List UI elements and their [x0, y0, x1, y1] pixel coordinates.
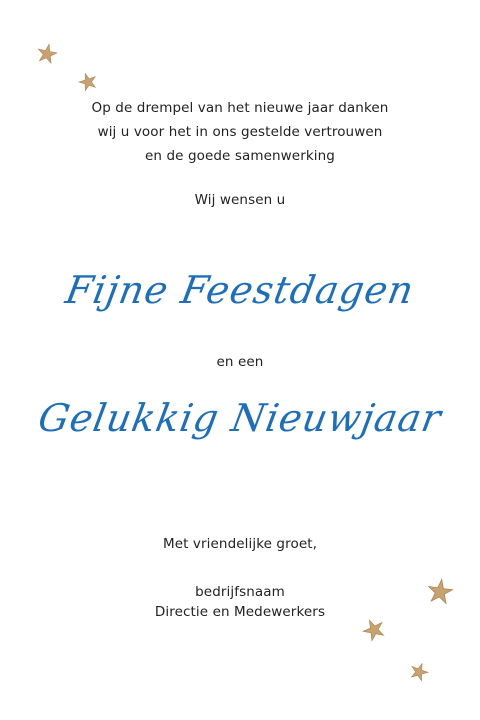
- closing-line: Met vriendelijke groet,: [162, 536, 318, 552]
- starfish-icon: [409, 662, 429, 682]
- starfish-icon: [78, 72, 98, 92]
- company-name: bedrijfsnaam: [195, 584, 285, 600]
- intro-line-1: Op de drempel van het nieuwe jaar danken: [91, 100, 389, 116]
- wish-line: Wij wensen u: [194, 192, 286, 208]
- starfish-icon: [36, 43, 58, 65]
- headline-fijne-feestdagen: Fijne Feestdagen: [62, 268, 418, 312]
- intro-line-3: en de goede samenwerking: [145, 148, 335, 164]
- team-name: Directie en Medewerkers: [154, 604, 326, 620]
- intro-line-2: wij u voor het in ons gestelde vertrouwen: [97, 124, 383, 140]
- headline-gelukkig-nieuwjaar: Gelukkig Nieuwjaar: [34, 396, 445, 440]
- connector-line: en een: [216, 354, 264, 370]
